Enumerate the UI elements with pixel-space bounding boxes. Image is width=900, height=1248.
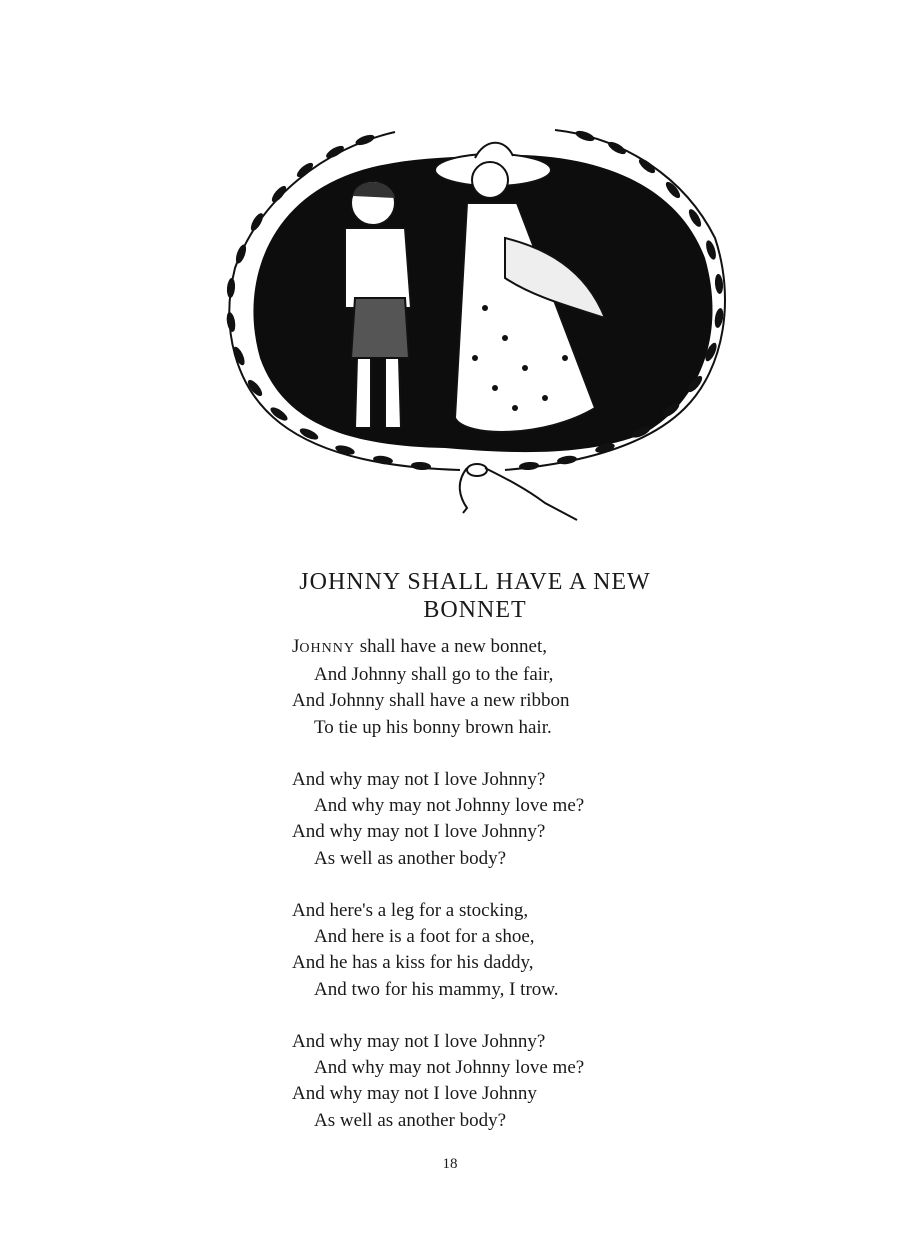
poem-line: And why may not Johnny love me?: [314, 795, 585, 817]
small-caps-word: OHNNY: [299, 641, 355, 656]
poem-line: To tie up his bonny brown hair.: [314, 716, 552, 738]
ribbon-bow-icon: [460, 464, 577, 520]
vignette-illustration: [205, 108, 745, 528]
stanza-4: [292, 1029, 712, 1134]
page-number: 18: [442, 1156, 458, 1172]
poem-line: And why may not I love Johnny?: [292, 769, 546, 790]
stanza-1: [292, 634, 712, 741]
title-line-1: JOHNNY SHALL HAVE A NEW: [299, 569, 651, 595]
poem-line: And why may not I love Johnny?: [292, 821, 546, 843]
poem-line: [292, 634, 712, 662]
poem-line: And Johnny shall go to the fair,: [314, 664, 554, 686]
stanza-3: [292, 898, 712, 1003]
poem-line: And why may not I love Johnny: [292, 1083, 537, 1105]
poem-line: And here's a leg for a stocking,: [292, 900, 529, 921]
poem-line: And why may not I love Johnny?: [292, 1031, 546, 1052]
poem-body: [292, 634, 712, 1134]
poem-line: And here is a foot for a shoe,: [314, 926, 535, 948]
first-line-rest: shall have a new bonnet,: [354, 636, 548, 657]
poem-line: And he has a kiss for his daddy,: [292, 952, 534, 974]
poem-line: As well as another body?: [314, 1109, 507, 1131]
poem-title: [270, 568, 680, 624]
poem-line: And why may not Johnny love me?: [314, 1057, 585, 1079]
title-line-2: BONNET: [423, 597, 527, 623]
poem-line: And Johnny shall have a new ribbon: [292, 690, 570, 712]
drop-initial: J: [292, 636, 300, 657]
poem-line: As well as another body?: [314, 847, 507, 869]
poem-line: And two for his mammy, I trow.: [314, 978, 559, 1000]
stanza-2: [292, 767, 712, 872]
